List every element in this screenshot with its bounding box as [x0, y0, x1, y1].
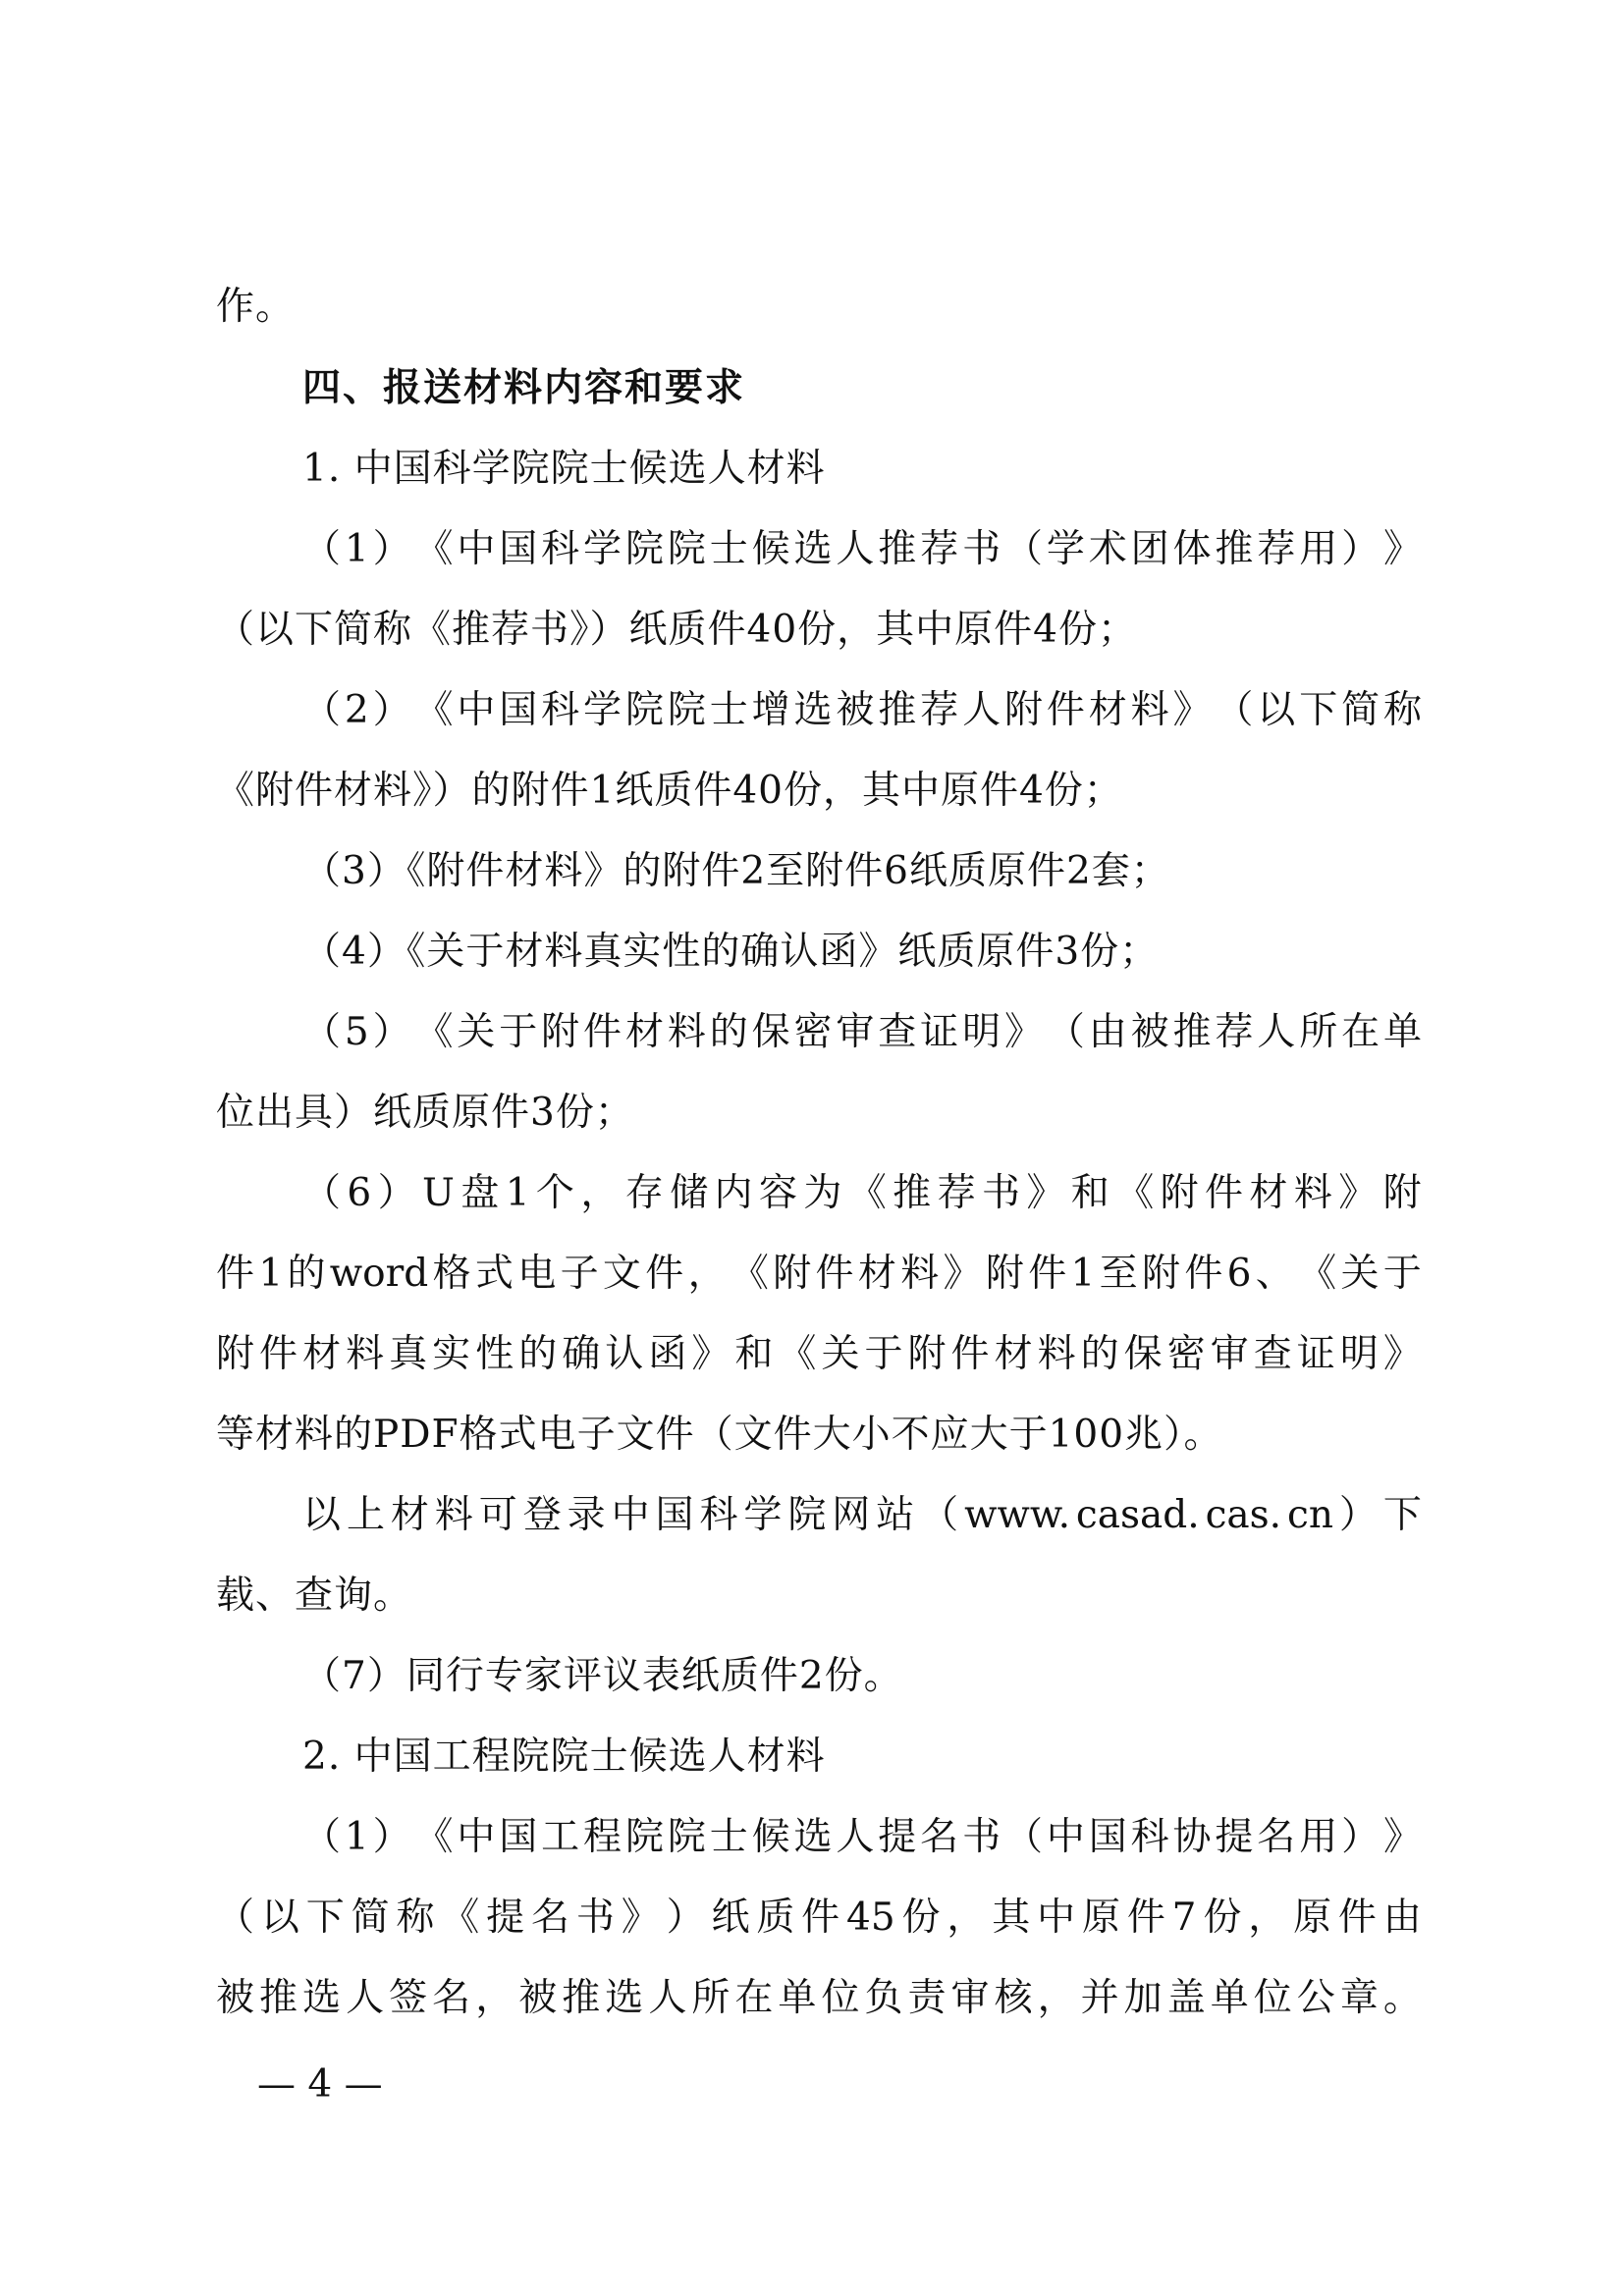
text-line: （4）《关于材料真实性的确认函》纸质原件3份； — [302, 930, 1160, 974]
text-line: 以 上 材 料 可 登 录 中 国 科 学 院 网 站 （ www. casad. cas. cn ） 下 — [302, 1493, 1422, 1537]
section-heading: 四、报送材料内容和要求 — [302, 365, 746, 410]
text-line: （3）《附件材料》的附件2至附件6纸质原件2套； — [302, 849, 1170, 893]
text-line: （7）同行专家评议表纸质件2份。 — [302, 1654, 903, 1698]
text-line: （ 1 ） 《 中 国 工 程 院 院 士 候 选 人 提 名 书 （ 中 国 科 协 提 名 用 ） 》 — [302, 1815, 1422, 1859]
text-line: （以下简称《推荐书》）纸质件40份，其中原件4份； — [216, 608, 1137, 652]
text-line: 位出具）纸质原件3份； — [216, 1091, 634, 1135]
text-line: （ 6 ） U 盘 1 个 ， 存 储 内 容 为 《 推 荐 书 》 和 《 附 件 材 料 》 附 — [302, 1171, 1422, 1215]
page-number: — 4 — — [257, 2062, 383, 2107]
text-line: 作。 — [216, 285, 296, 329]
text-line: （ 以 下 简 称 《 提 名 书 》 ） 纸 质 件 45 份 ， 其 中 原 件 7 份 ， 原 件 由 — [216, 1896, 1422, 1940]
text-line: 附 件 材 料 真 实 性 的 确 认 函 》 和 《 关 于 附 件 材 料 的 保 密 审 查 证 明 》 — [216, 1332, 1422, 1376]
text-line: 《附件材料》）的附件1纸质件40份，其中原件4份； — [216, 769, 1123, 813]
text-line: （ 1 ） 《 中 国 科 学 院 院 士 候 选 人 推 荐 书 （ 学 术 团 体 推 荐 用 ） 》 — [302, 527, 1422, 571]
text-line: （ 5 ） 《 关 于 附 件 材 料 的 保 密 审 查 证 明 》 （ 由 被 推 荐 人 所 在 单 — [302, 1010, 1422, 1054]
text-line: （ 2 ） 《 中 国 科 学 院 院 士 增 选 被 推 荐 人 附 件 材 料 》 （ 以 下 简 称 — [302, 688, 1422, 732]
text-line: 2. 中国工程院院士候选人材料 — [302, 1735, 826, 1779]
text-line: 被 推 选 人 签 名 ， 被 推 选 人 所 在 单 位 负 责 审 核 ， 并 加 盖 单 位 公 章 。 — [216, 1976, 1422, 2020]
text-line: 等材料的PDF格式电子文件（文件大小不应大于100兆）。 — [216, 1413, 1223, 1457]
text-line: 件 1 的 word 格 式 电 子 文 件 ， 《 附 件 材 料 》 附 件 1 至 附 件 6 、 《 关 于 — [216, 1252, 1422, 1296]
text-line: 1. 中国科学院院士候选人材料 — [302, 447, 826, 491]
text-line: 载、查询。 — [216, 1574, 413, 1618]
